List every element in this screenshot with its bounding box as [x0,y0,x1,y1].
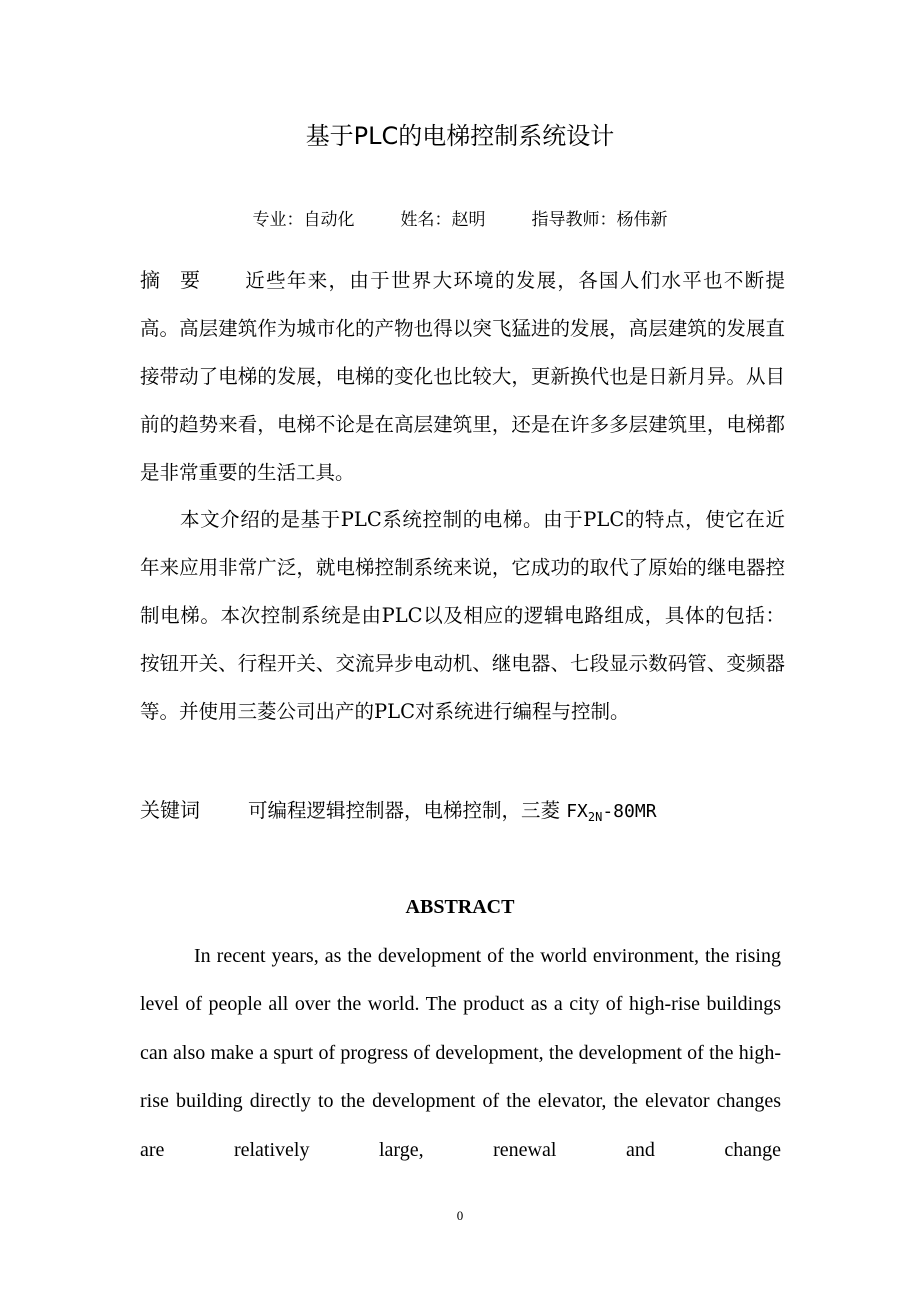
english-abstract-title: ABSTRACT [405,896,515,918]
page-title: 基于PLC的电梯控制系统设计 [305,122,615,150]
page-number: 0 [456,1208,464,1223]
author-name: 姓名：赵明 [400,210,486,230]
plc-model [566,801,656,822]
chinese-abstract-paragraph-1 [140,256,785,497]
keywords-label: 关键词 [140,798,200,822]
english-abstract-paragraph: In recent years, as the development of the world environment, the rising level of people all over the world. The product as a city of high-rise buildings can also make a spurt of progress of development, the development of the high-rise building directly to the development of the elevator, the elevator changes are relatively large, renewal and change [140,945,781,1161]
abstract-text-1: 近些年来，由于世界大环境的发展，各国人们水平也不断提高。高层建筑作为城市化的产物也得以突飞猛进的发展，高层建筑的发展直接带动了电梯的发展，电梯的变化也比较大，更新换代也是日新月异。从目前的趋势来看，电梯不论是在高层建筑里，还是在许多多层建筑里，电梯都是非常重要的生活工具。 [140,269,785,484]
keywords-text: 可编程逻辑控制器，电梯控制，三菱 [248,799,567,822]
plc-model-prefix: FX [566,801,588,822]
abstract-label: 摘 要 [140,268,200,292]
major-field: 专业：自动化 [252,210,355,230]
plc-model-suffix: -80MR [602,801,657,822]
chinese-abstract-paragraph-2: 本文介绍的是基于PLC系统控制的电梯。由于PLC的特点，使它在近年来应用非常广泛，就电梯控制系统来说，它成功的取代了原始的继电器控制电梯。本次控制系统是由PLC以及相应的逻辑电路组成，具体的包括：按钮开关、行程开关、交流异步电动机、继电器、七段显示数码管、变频器等。并使用三菱公司出产的PLC对系统进行编程与控制。 [140,508,785,723]
author-info [0,206,920,234]
keywords-row [140,786,785,841]
plc-model-subscript: 2N [587,810,603,824]
advisor-name: 指导教师：杨伟新 [531,210,668,230]
